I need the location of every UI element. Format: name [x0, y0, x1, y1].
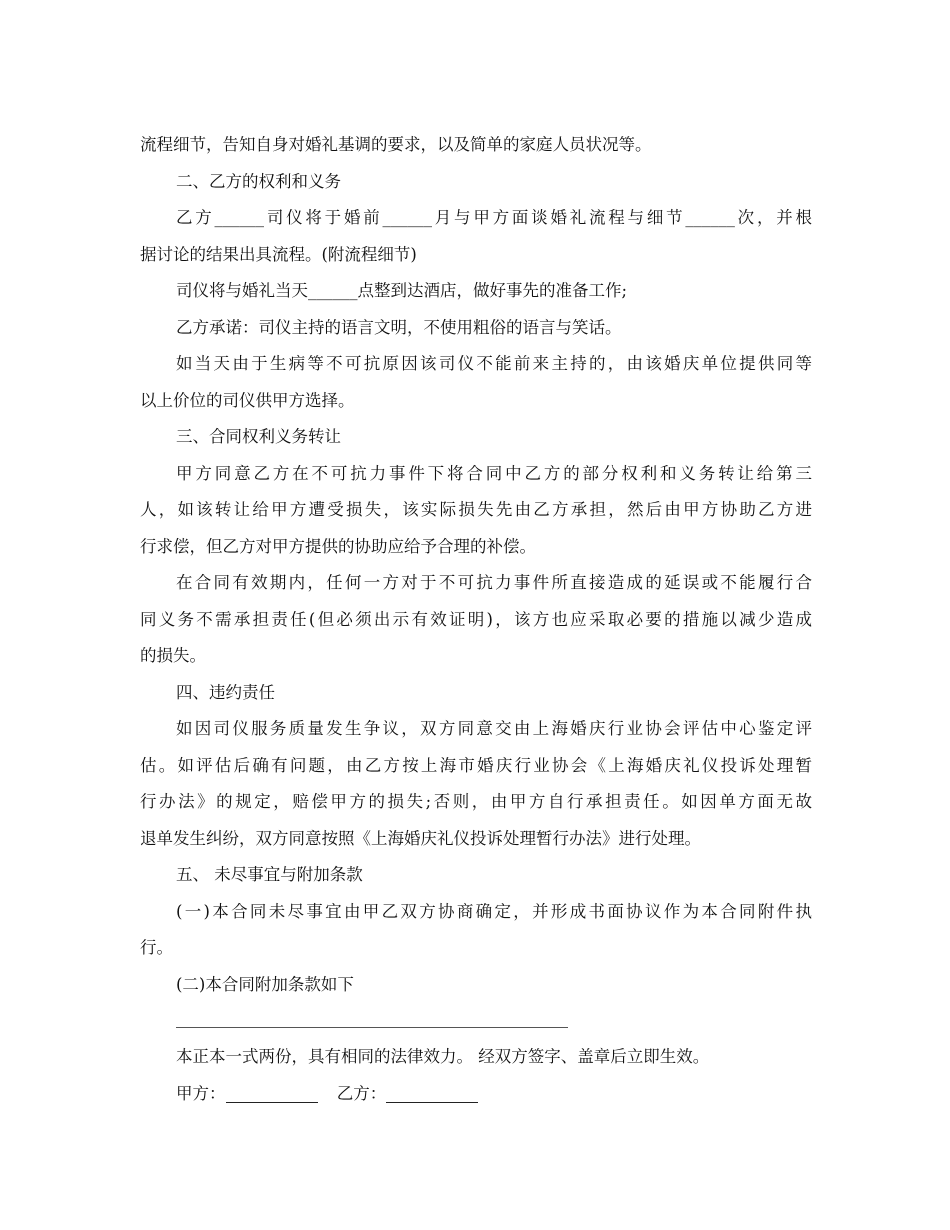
paragraph-line: 据讨论的结果出具流程。(附流程细节) — [140, 244, 417, 264]
blank-underline — [176, 1027, 568, 1028]
paragraph-line: 如因司仪服务质量发生争议，双方同意交由上海婚庆行业协会评估中心鉴定评 — [176, 719, 812, 738]
paragraph-line: 以上价位的司仪供甲方选择。 — [140, 390, 355, 410]
paragraph-line: 行。 — [140, 938, 173, 957]
paragraph-line: 甲方同意乙方在不可抗力事件下将合同中乙方的部分权利和义务转让给第三 — [176, 463, 812, 483]
section-heading-2: 二、乙方的权利和义务 — [176, 171, 341, 191]
paragraph-line: 退单发生纠纷，双方同意按照《上海婚庆礼仪投诉处理暂行办法》进行处理。 — [140, 828, 701, 848]
party-a-label: 甲方： — [176, 1083, 226, 1103]
party-b-signature-blank — [386, 1084, 478, 1103]
paragraph-line: 行求偿，但乙方对甲方提供的协助应给予合理的补偿。 — [140, 536, 536, 556]
party-a-signature-blank — [226, 1084, 318, 1103]
section-heading-4: 四、违约责任 — [176, 682, 275, 702]
party-b-label: 乙方： — [336, 1083, 387, 1103]
section-heading-5: 五、 未尽事宜与附加条款 — [176, 865, 363, 884]
additional-terms-blank — [140, 1003, 812, 1039]
paragraph-line: 乙方______司仪将于婚前______月与甲方面谈婚礼流程与细节______次，并根 — [176, 208, 812, 227]
paragraph-line: 乙方承诺：司仪主持的语言文明，不使用粗俗的语言与笑话。 — [176, 317, 622, 337]
paragraph-line: 估。如评估后确有问题，由乙方按上海市婚庆行业协会《上海婚庆礼仪投诉处理暂 — [140, 755, 812, 775]
paragraph-line: 本正本一式两份，具有相同的法律效力。 经双方签字、盖章后立即生效。 — [176, 1047, 710, 1066]
signature-row — [140, 1076, 812, 1113]
paragraph-line: 司仪将与婚礼当天______点整到达酒店，做好事先的准备工作; — [176, 281, 628, 300]
paragraph-line: 同义务不需承担责任(但必须出示有效证明)，该方也应采取必要的措施以减少造成 — [140, 609, 812, 629]
contract-body — [140, 127, 812, 1112]
paragraph-line: 行办法》的规定，赔偿甲方的损失;否则，由甲方自行承担责任。如因单方面无故 — [140, 792, 812, 811]
paragraph-line: 如当天由于生病等不可抗原因该司仪不能前来主持的，由该婚庆单位提供同等 — [176, 354, 812, 373]
paragraph-line: 人，如该转让给甲方遭受损失，该实际损失先由乙方承担，然后由甲方协助乙方进 — [140, 500, 812, 519]
paragraph-line: (一)本合同未尽事宜由甲乙双方协商确定，并形成书面协议作为本合同附件执 — [176, 901, 812, 921]
paragraph-line: 在合同有效期内，任何一方对于不可抗力事件所直接造成的延误或不能履行合 — [176, 573, 812, 592]
paragraph-line: 流程细节，告知自身对婚礼基调的要求，以及简单的家庭人员状况等。 — [140, 135, 652, 154]
paragraph-line: 的损失。 — [140, 646, 206, 665]
section-heading-3: 三、合同权利义务转让 — [176, 427, 341, 446]
paragraph-line: (二)本合同附加条款如下 — [176, 974, 354, 994]
